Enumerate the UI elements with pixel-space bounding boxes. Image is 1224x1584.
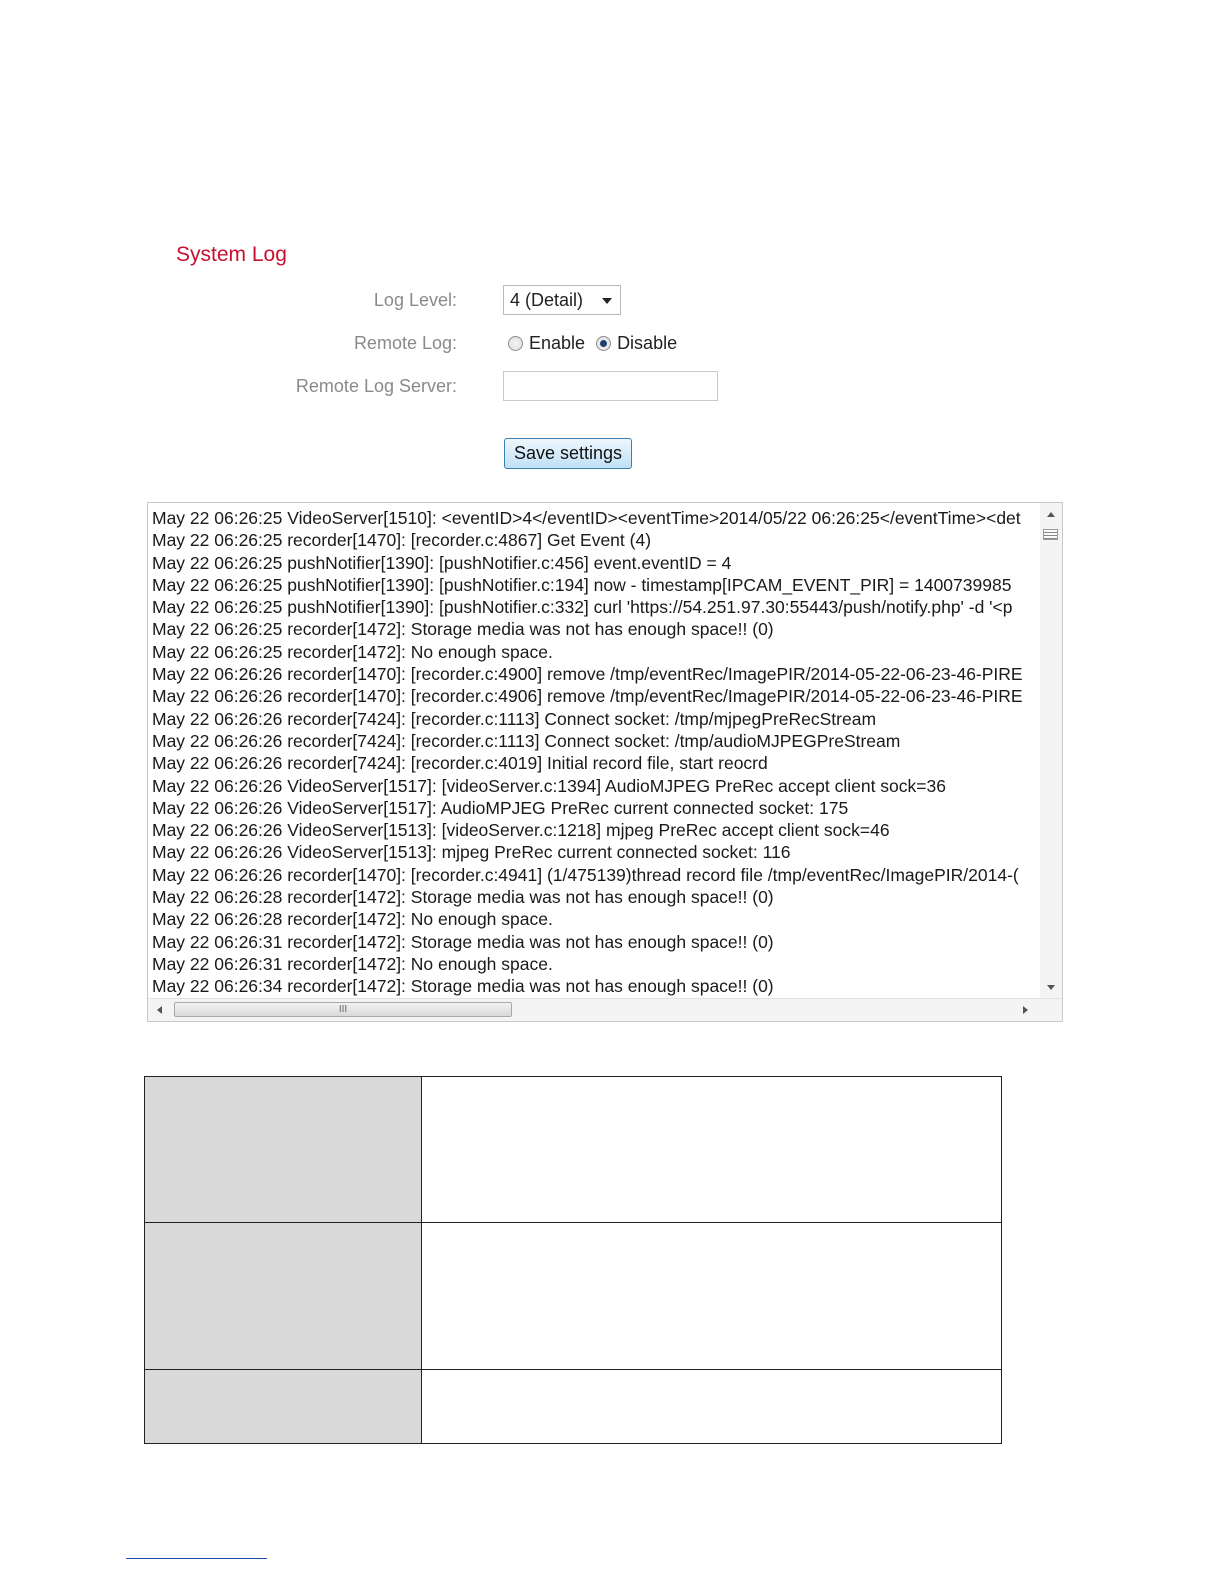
log-line: May 22 06:26:28 recorder[1472]: Storage media was not has enough space!! (0) (152, 887, 774, 908)
triangle-right-icon[interactable] (1023, 1006, 1028, 1014)
log-line: May 22 06:26:26 recorder[7424]: [recorder.c:4019] Initial record file, start reocrd (152, 753, 768, 774)
log-line: May 22 06:26:26 recorder[1470]: [recorder.c:4900] remove /tmp/eventRec/ImagePIR/2014-05-22-06-23-46-PIRE (152, 664, 1023, 685)
remote-log-radio-group (508, 333, 688, 354)
log-level-value: 4 (Detail) (510, 290, 584, 310)
log-level-label: Log Level: (373, 290, 457, 310)
system-log-textarea[interactable] (147, 502, 1063, 1022)
log-line: May 22 06:26:34 recorder[1472]: Storage media was not has enough space!! (0) (152, 976, 774, 997)
log-line: May 22 06:26:25 pushNotifier[1390]: [pushNotifier.c:332] curl 'https://54.251.97.30:55443/push/notify.php' -d '<p (152, 597, 1013, 618)
log-line: May 22 06:26:25 recorder[1472]: Storage media was not has enough space!! (0) (152, 619, 774, 640)
log-line: May 22 06:26:26 recorder[7424]: [recorder.c:1113] Connect socket: /tmp/audioMJPEGPreStream (152, 730, 901, 751)
log-content (152, 507, 1038, 999)
table-value-cell (422, 1077, 1002, 1223)
save-settings-button[interactable]: Save settings (504, 438, 632, 469)
triangle-left-icon[interactable] (157, 1006, 162, 1014)
footnote-divider (126, 1558, 267, 1559)
table-row (145, 1077, 1002, 1223)
table-key-cell (145, 1077, 422, 1223)
log-line: May 22 06:26:26 recorder[1470]: [recorder.c:4941] (1/475139)thread record file /tmp/eventRec/ImagePIR/2014-( (152, 864, 1019, 885)
remote-log-server-label: Remote Log Server: (295, 376, 457, 396)
log-line: May 22 06:26:25 pushNotifier[1390]: [pushNotifier.c:456] event.eventID = 4 (152, 552, 732, 573)
description-table (144, 1076, 1002, 1444)
log-line: May 22 06:26:25 VideoServer[1510]: <eventID>4</eventID><eventTime>2014/05/22 06:26:25</eventTime><det (152, 508, 1021, 528)
log-line: May 22 06:26:26 recorder[1470]: [recorder.c:4906] remove /tmp/eventRec/ImagePIR/2014-05-22-06-23-46-PIRE (152, 686, 1023, 707)
remote-log-server-input[interactable] (503, 371, 718, 401)
remote-log-disable-radio[interactable] (596, 336, 611, 351)
log-line: May 22 06:26:25 pushNotifier[1390]: [pushNotifier.c:194] now - timestamp[IPCAM_EVENT_PIR] = 1400739985 (152, 574, 1012, 595)
table-value-cell (422, 1223, 1002, 1370)
log-line: May 22 06:26:26 VideoServer[1517]: AudioMPJEG PreRec current connected socket: 175 (152, 797, 849, 818)
table-row (145, 1223, 1002, 1370)
triangle-up-icon[interactable] (1047, 512, 1055, 517)
log-line: May 22 06:26:28 recorder[1472]: No enough space. (152, 909, 553, 930)
remote-log-enable-label[interactable]: Enable (529, 333, 586, 353)
table-key-cell (145, 1370, 422, 1444)
log-line: May 22 06:26:31 recorder[1472]: Storage media was not has enough space!! (0) (152, 931, 774, 952)
table-value-cell (422, 1370, 1002, 1444)
horizontal-scrollbar[interactable] (148, 998, 1062, 1021)
log-level-select[interactable] (503, 285, 621, 315)
vertical-scrollbar[interactable] (1040, 503, 1062, 999)
log-line: May 22 06:26:26 VideoServer[1513]: [videoServer.c:1218] mjpeg PreRec accept client sock=46 (152, 820, 890, 841)
log-line: May 22 06:26:25 recorder[1472]: No enough space. (152, 641, 553, 662)
log-line: May 22 06:26:26 VideoServer[1517]: [videoServer.c:1394] AudioMJPEG PreRec accept client sock=36 (152, 775, 946, 796)
vertical-scroll-thumb[interactable] (1043, 529, 1058, 540)
caret-down-icon (602, 298, 612, 304)
log-line: May 22 06:26:26 VideoServer[1513]: mjpeg PreRec current connected socket: 116 (152, 842, 791, 863)
table-row (145, 1370, 1002, 1444)
log-line: May 22 06:26:25 recorder[1470]: [recorder.c:4867] Get Event (4) (152, 530, 652, 551)
remote-log-enable-radio[interactable] (508, 336, 523, 351)
remote-log-disable-label[interactable]: Disable (617, 333, 678, 353)
horizontal-scroll-thumb[interactable]: III (174, 1002, 512, 1017)
table-key-cell (145, 1223, 422, 1370)
log-line: May 22 06:26:31 recorder[1472]: No enough space. (152, 953, 553, 974)
page-title: System Log (176, 243, 287, 266)
triangle-down-icon[interactable] (1047, 985, 1055, 990)
log-line: May 22 06:26:26 recorder[7424]: [recorder.c:1113] Connect socket: /tmp/mjpegPreRecStream (152, 708, 877, 729)
remote-log-label: Remote Log: (353, 333, 457, 353)
